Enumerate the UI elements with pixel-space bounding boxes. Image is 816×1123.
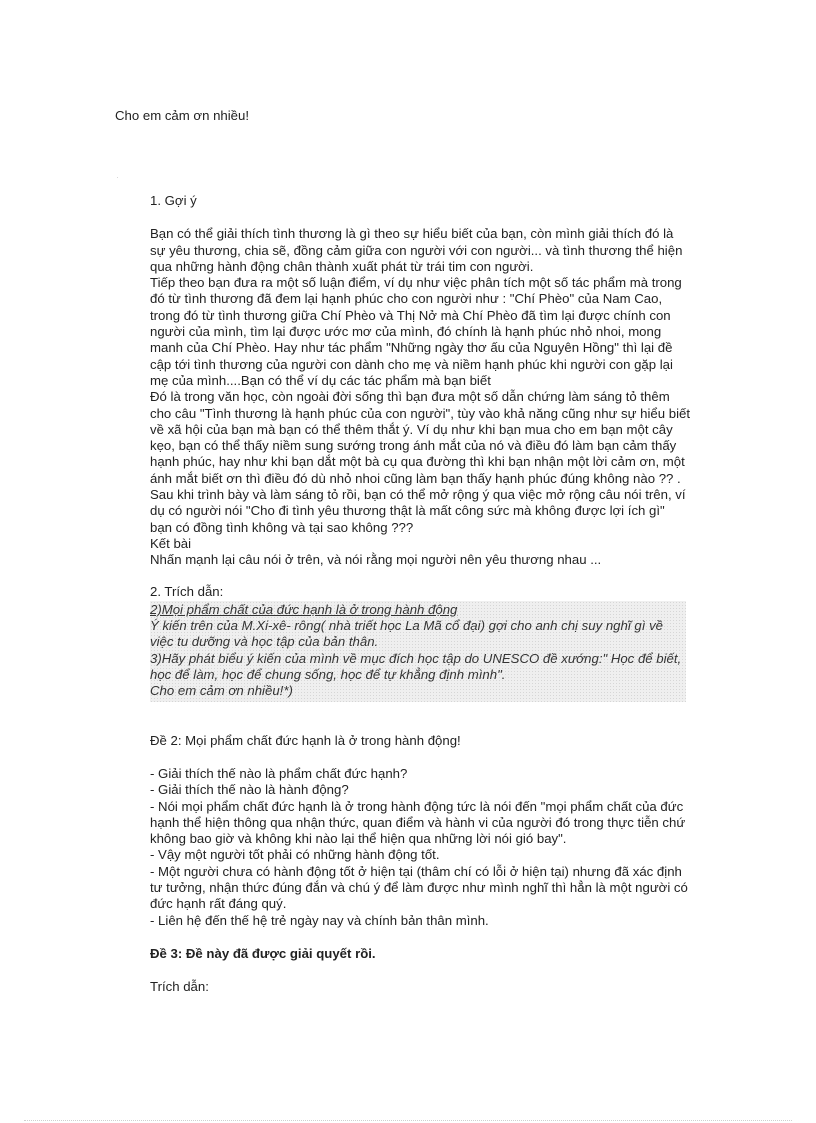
spacer xyxy=(150,749,690,766)
spacer xyxy=(150,209,690,226)
section-1-title: 1. Gợi ý xyxy=(150,193,197,208)
conclusion-heading: Kết bài xyxy=(150,535,192,551)
quote-label: 2. Trích dẫn: xyxy=(150,583,224,599)
de-3-title: Đề 3: Đề này đã được giải quyết rồi. xyxy=(150,945,376,961)
decorative-dot xyxy=(117,177,118,178)
quote-line: 2)Mọi phẩm chất của đức hạnh là ở trong hành động xyxy=(150,601,458,617)
footer-quote-label: Trích dẫn: xyxy=(150,979,209,995)
spacer xyxy=(150,929,690,946)
quote-line: Ý kiến trên của M.Xi-xê- rông( nhà triết học La Mã cổ đại) gợi cho anh chị suy nghĩ gì về việc tu dưỡng và học tập của bản thân. xyxy=(150,618,664,650)
de-2-title: Đề 2: Mọi phẩm chất đức hạnh là ở trong hành động! xyxy=(150,732,461,748)
de-2-list xyxy=(150,766,690,929)
paragraph-arguments: Tiếp theo bạn đưa ra một số luận điểm, ví dụ như việc phân tích một số tác phẩm mà trong đó từ tình thương đã đem lại hạnh phúc cho con người như : "Chí Phèo" của Nam Cao, trong đó từ tình thương giữa Chí Phèo và Thị Nở mà Chí Phèo đã tìm lại được chính con người của mình, tìm lại được ước mơ của mình, đó chính là hạnh phúc nhỏ nhoi, mong manh của Chí Phèo. Hay như tác phẩm "Những ngày thơ ấu của Nguyên Hồng" thì lại đề cập tới tình thương của người con dành cho mẹ và niềm hạnh phúc khi người con gặp lại mẹ của mình....Bạn có thể ví dụ các tác phẩm mà bạn biết xyxy=(150,275,682,388)
bottom-divider xyxy=(24,1120,792,1121)
paragraph-expansion: Sau khi trình bày và làm sáng tỏ rồi, bạn có thể mở rộng ý qua việc mở rộng câu nói trên, ví dụ có người nói "Cho đi tình yêu thương thật là mất công sức mà không được lợi ích gì" bạn có đồng tình không và tại sao không ??? xyxy=(150,487,686,535)
spacer xyxy=(150,962,690,979)
list-item: - Vậy một người tốt phải có những hành động tốt. xyxy=(150,847,440,863)
intro-text: Cho em cảm ơn nhiều! xyxy=(115,108,249,123)
list-item: - Một người chưa có hành động tốt ở hiện tại (thâm chí có lỗi ở hiện tại) nhưng đã xác định tư tưởng, nhận thức đúng đắn và chú ý để làm được như mình nghĩ thì hẳn là một người có đức hạnh rất đáng quý. xyxy=(150,863,688,912)
list-item: - Nói mọi phẩm chất đức hạnh là ở trong hành động tức là nói đến "mọi phẩm chất của đức hạnh thể hiện thông qua nhận thức, quan điểm và hành vi của người đó trong thực tiễn chứ không bao giờ và không khi nào lại thể hiện qua những lời nói gió bay". xyxy=(150,798,686,847)
quote-line: Cho em cảm ơn nhiều!*) xyxy=(150,683,293,699)
quote-line: 3)Hãy phát biểu ý kiến của mình về mục đích học tập do UNESCO đề xướng:" Học để biết, học để làm, học để chung sống, học để tự khẳng định mình". xyxy=(150,650,682,683)
list-item: - Giải thích thế nào là hành động? xyxy=(150,782,349,798)
paragraph-definition: Bạn có thể giải thích tình thương là gì theo sự hiểu biết của bạn, còn mình giải thích đó là sự yêu thương, chia sẽ, đồng cảm giữa con người với con người... và tình thương thể hiện qua những hành động chân thành xuất phát từ trái tim con người. xyxy=(150,226,683,274)
document-body xyxy=(150,193,690,995)
paragraph-conclusion: Nhấn mạnh lại câu nói ở trên, và nói rằng mọi người nên yêu thương nhau ... xyxy=(150,552,602,568)
paragraph-real-life: Đó là trong văn học, còn ngoài đời sống thì bạn đưa một số dẫn chứng làm sáng tỏ thêm cho câu "Tình thương là hạnh phúc của con người", tùy vào khả năng cũng như sự hiểu biết về xã hội của bạn mà bạn có thể thêm thắt ý. Ví dụ như khi bạn mua cho em bạn một cây kẹo, bạn có thể thấy niềm sung sướng trong ánh mắt của nó và điều đó làm bạn cảm thấy hạnh phúc, hay như khi bạn dắt một bà cụ qua đường thì khi bạn nhận một lời cảm ơn, một ánh mắt biết ơn thì điều đó dù nhỏ nhoi cũng làm bạn thấy hạnh phúc đúng không nào ?? . xyxy=(150,389,690,486)
quote-block xyxy=(150,601,686,702)
spacer xyxy=(150,569,690,584)
list-item: - Giải thích thế nào là phẩm chất đức hạnh? xyxy=(150,765,408,781)
list-item: - Liên hệ đến thế hệ trẻ ngày nay và chính bản thân mình. xyxy=(150,912,489,928)
spacer xyxy=(150,702,690,733)
